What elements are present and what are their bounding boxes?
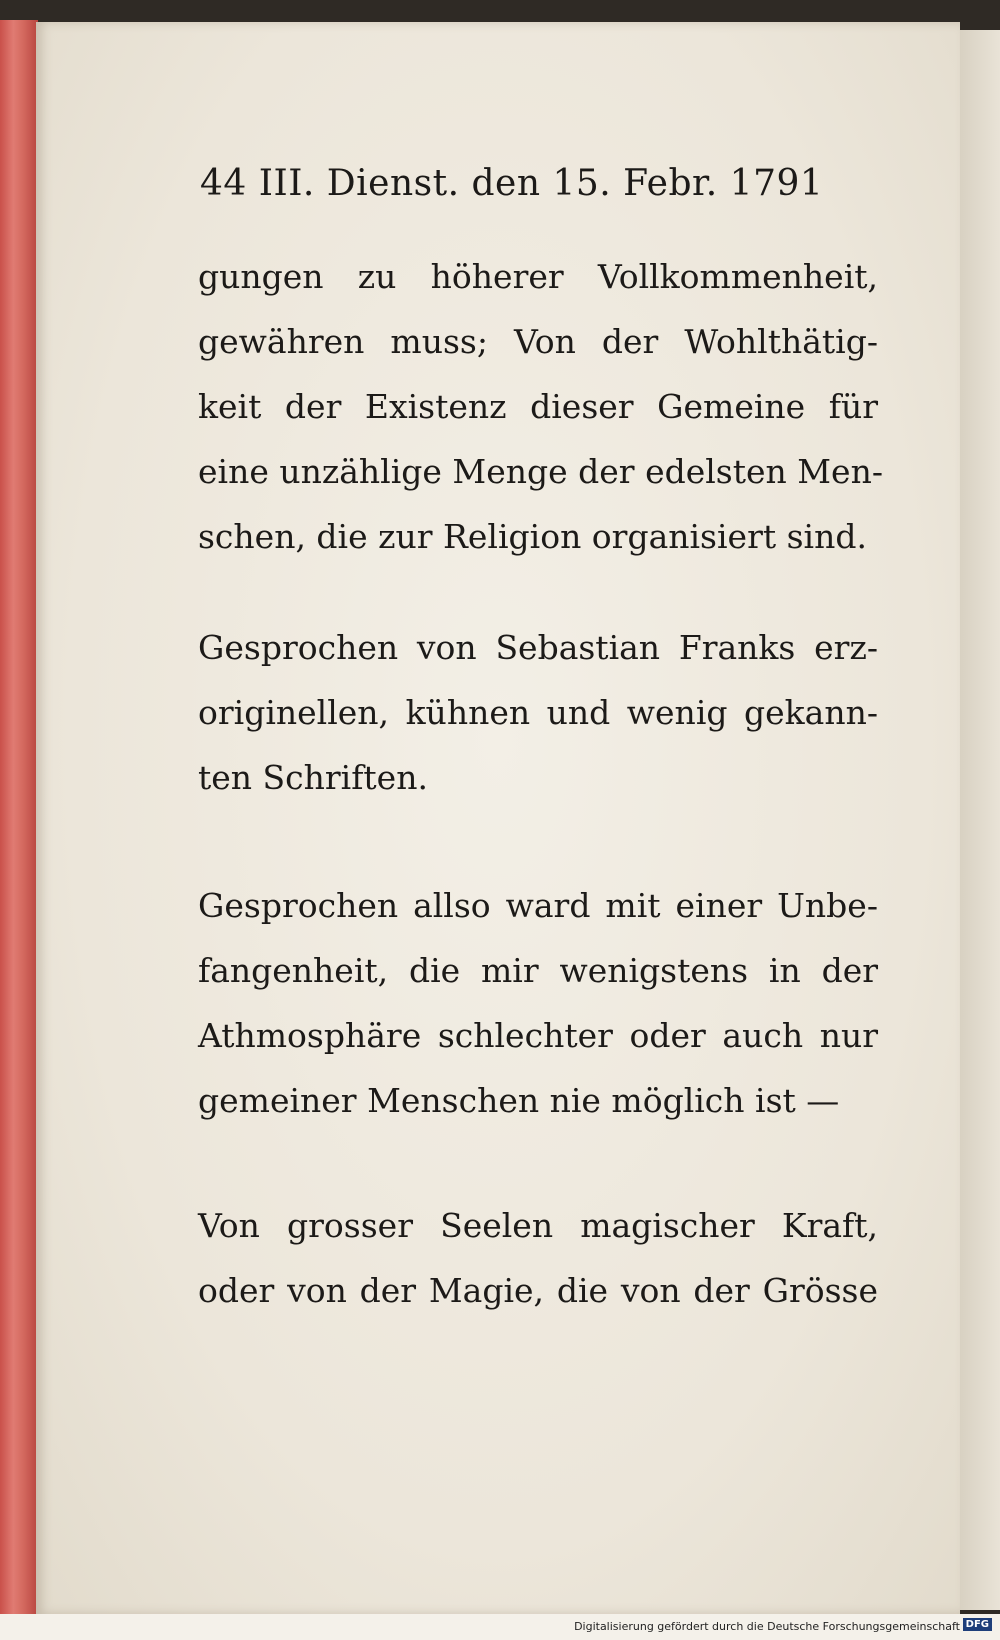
paragraph-4 <box>198 1193 878 1323</box>
page-header: 44 III. Dienst. den 15. Febr. 1791 <box>200 163 824 204</box>
digitization-credit: Digitalisierung gefördert durch die Deutsche Forschungsgemeinschaft <box>574 1620 960 1633</box>
text-line: gungen zu höherer Vollkommenheit, <box>198 257 878 296</box>
paragraph-2 <box>198 615 878 810</box>
text-line: Gesprochen allso ward mit einer Unbe- <box>198 886 878 925</box>
text-line: Von grosser Seelen magischer Kraft, <box>198 1206 878 1245</box>
paragraph-1 <box>198 244 883 569</box>
paragraph-3 <box>198 873 878 1133</box>
text-line: oder von der Magie, die von der Grösse <box>198 1271 878 1310</box>
text-line: originellen, kühnen und wenig gekann- <box>198 693 878 732</box>
text-line: gemeiner Menschen nie möglich ist — <box>198 1081 840 1120</box>
text-line: fangenheit, die mir wenigstens in der <box>198 951 878 990</box>
book-page-edges <box>0 20 38 1620</box>
text-line: eine unzählige Menge der edelsten Men- <box>198 452 883 491</box>
text-line: gewähren muss; Von der Wohlthätig- <box>198 322 878 361</box>
text-line: ten Schriften. <box>198 758 428 797</box>
dfg-logo: DFG <box>963 1618 992 1631</box>
text-line: Athmosphäre schlechter oder auch nur <box>198 1016 878 1055</box>
facing-page-edge <box>960 30 1000 1610</box>
text-line: schen, die zur Religion organisiert sind. <box>198 517 867 556</box>
text-line: keit der Existenz dieser Gemeine für <box>198 387 878 426</box>
text-line: Gesprochen von Sebastian Franks erz- <box>198 628 878 667</box>
